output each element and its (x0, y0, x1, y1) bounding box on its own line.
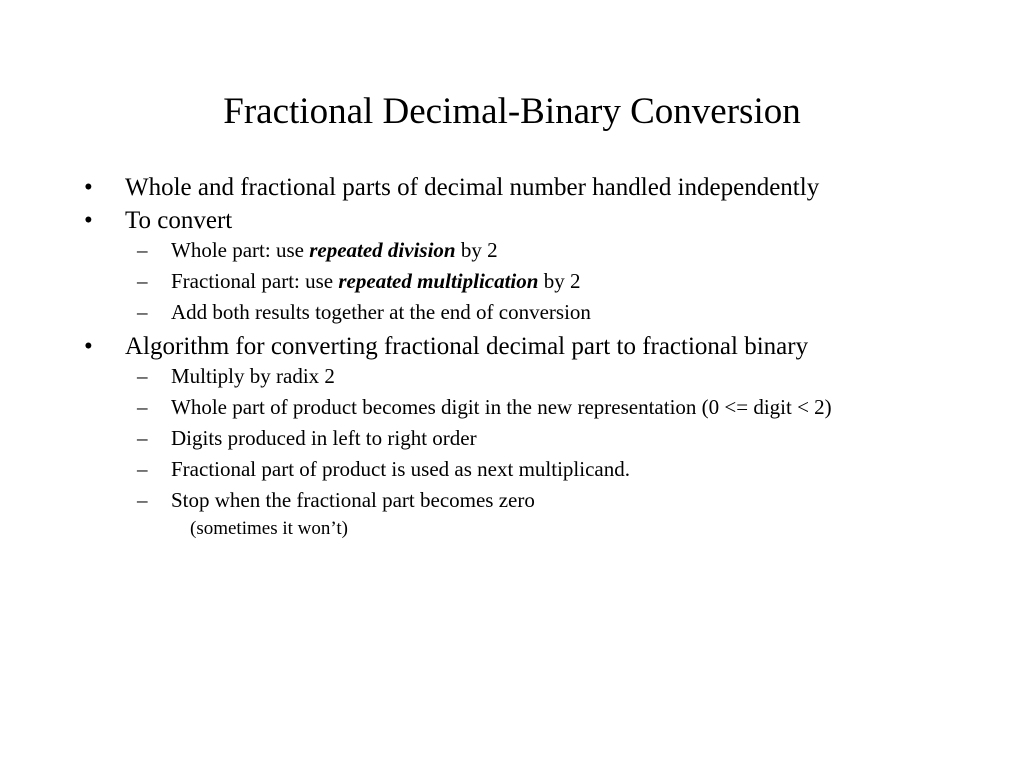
bullet-item (0, 171, 1024, 204)
sub-bullet-text: Fractional part of product is used as next multiplicand. (171, 457, 630, 481)
sub-bullet-text: Stop when the fractional part becomes zero (171, 488, 535, 512)
bullet-text: Algorithm for converting fractional decimal part to fractional binary (125, 333, 809, 360)
sub-bullet-item (0, 299, 1024, 326)
bullet-marker: • (84, 207, 93, 234)
bullet-text: Whole and fractional parts of decimal number handled independently (125, 174, 820, 201)
emphasis-text: repeated multiplication (338, 269, 539, 293)
sub-bullet-text: Digits produced in left to right order (171, 426, 477, 450)
dash-marker: – (137, 395, 148, 419)
sub-bullet-item (0, 425, 1024, 452)
sub-bullet-suffix: by 2 (538, 269, 581, 293)
sub-bullet-prefix: Fractional part: use (171, 269, 339, 293)
dash-marker: – (137, 426, 148, 450)
sub-bullet-prefix: Whole part: use (171, 238, 310, 262)
sub-note: (sometimes it won’t) (190, 518, 348, 539)
sub-bullet-text: Whole part of product becomes digit in the new representation (0 <= digit < 2) (171, 395, 832, 419)
dash-marker: – (137, 269, 148, 293)
bullet-list (0, 171, 1024, 542)
sub-bullet-item (0, 394, 1024, 421)
sub-bullet-item (0, 456, 1024, 483)
emphasis-text: repeated division (309, 238, 456, 262)
sub-bullet-item (0, 268, 1024, 295)
dash-marker: – (137, 457, 148, 481)
bullet-text: To convert (125, 207, 233, 234)
dash-marker: – (137, 364, 148, 388)
sub-bullet-text: Multiply by radix 2 (171, 364, 335, 388)
dash-marker: – (137, 488, 148, 512)
sub-bullet-item (0, 363, 1024, 390)
sub-bullet-text: Add both results together at the end of conversion (171, 300, 591, 324)
bullet-item (0, 330, 1024, 363)
bullet-item (0, 204, 1024, 237)
dash-marker: – (137, 238, 148, 262)
bullet-marker: • (84, 174, 93, 201)
sub-bullet-suffix: by 2 (455, 238, 498, 262)
slide-title: Fractional Decimal-Binary Conversion (223, 91, 801, 132)
sub-bullet-item (0, 237, 1024, 264)
sub-bullet-item (0, 487, 1024, 514)
dash-marker: – (137, 300, 148, 324)
bullet-marker: • (84, 333, 93, 360)
